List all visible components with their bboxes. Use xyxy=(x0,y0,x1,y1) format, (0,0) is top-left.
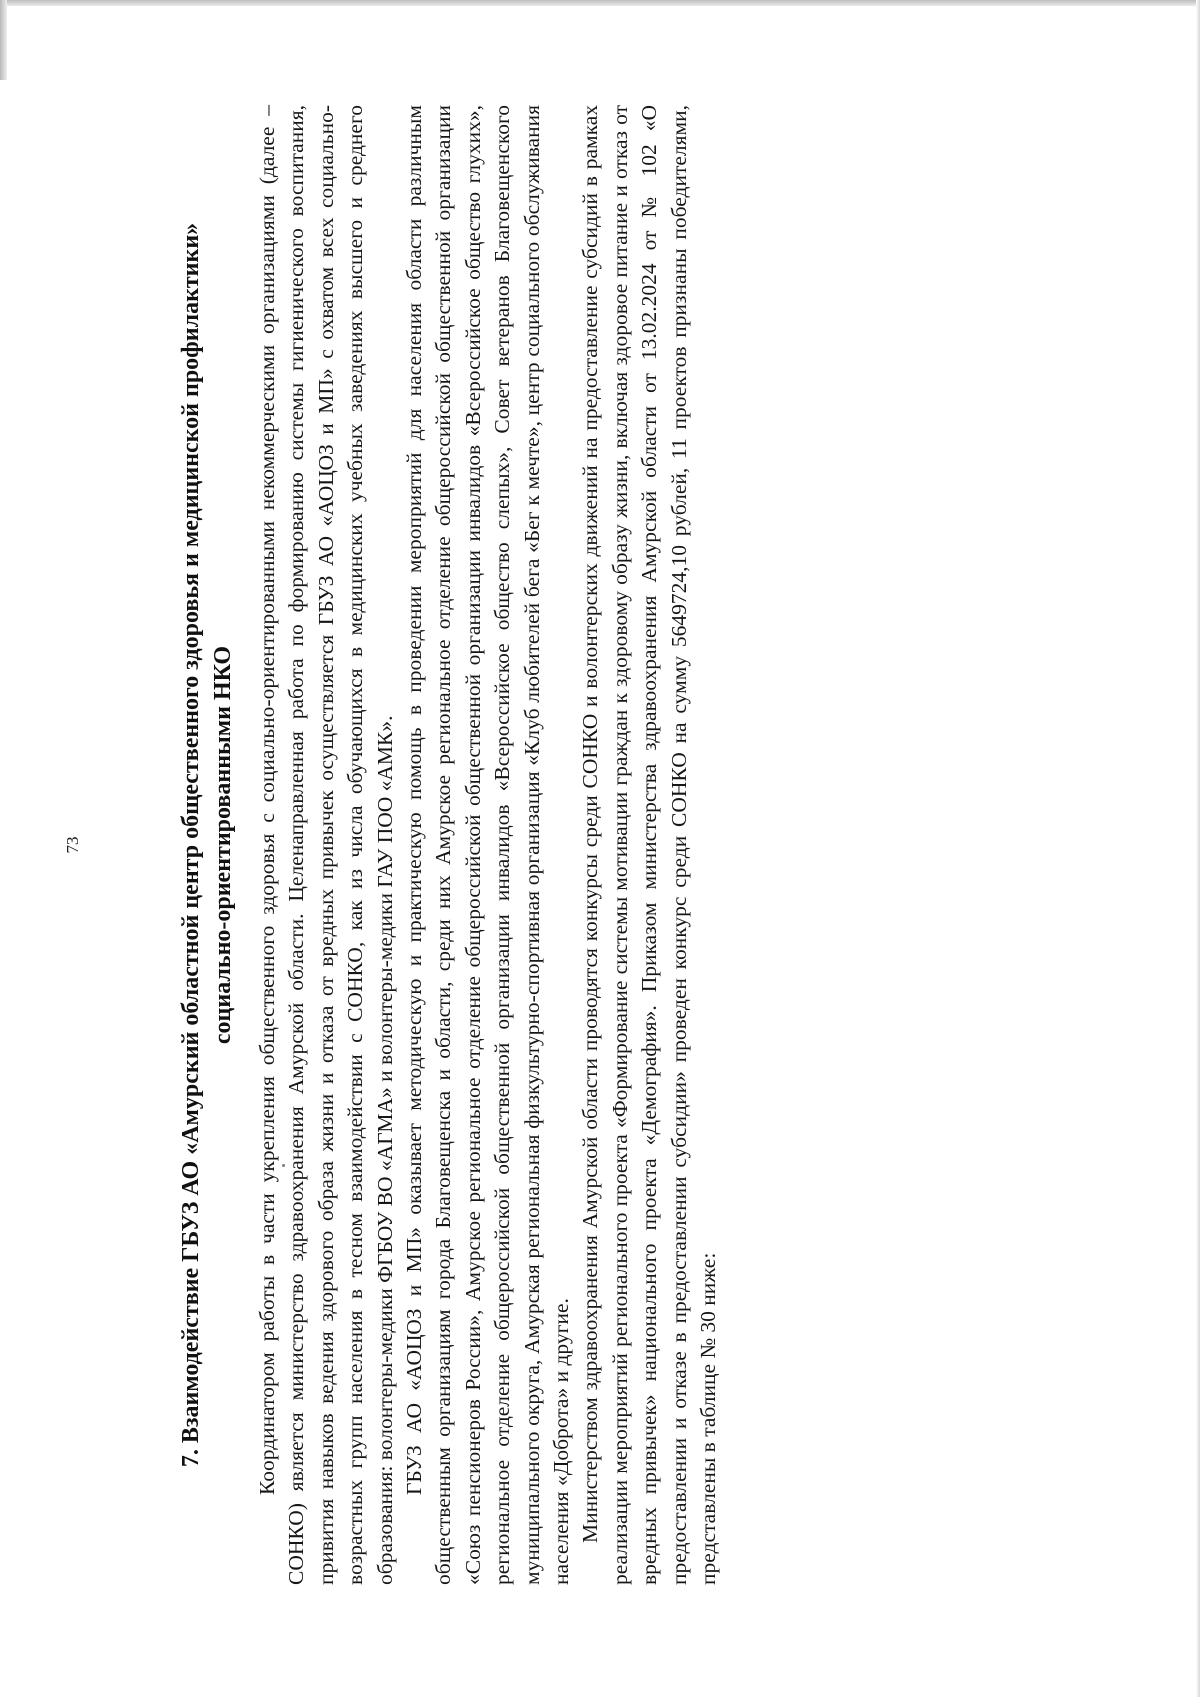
paragraph-ministry-contests: Министерством здравоохранения Амурской области проводятся конкурсы среди СОНКО и волонтерских движений на предоставление субсидий в рамках реализации мероприятий регионального проекта «Формирование системы мотивации граждан к здоровому образу жизни, включая здоровое питание и отказ от вредных привычек» национального проекта «Демография». Приказом министерства здравоохранения Амурской области от 13.02.2024 от № 102 «О предоставлении и отказе в предоставлении субсидии» проведен конкурс среди СОНКО на сумму 5649724,10 рублей, 11 проектов признаны победителями, представлены в таблице № 30 ниже: xyxy=(578,105,721,1585)
page-number: 73 xyxy=(63,836,82,854)
section-title-line1: 7. Взаимодействие ГБУЗ АО «Амурский областной центр общественного здоровья и медицинской профилактики» xyxy=(178,222,204,1468)
scan-edge-left xyxy=(0,0,7,80)
section-title xyxy=(175,105,239,1585)
scan-edge-top xyxy=(0,0,1200,6)
paragraph-assistance: ГБУЗ АО «АОЦОЗ и МП» оказывает методическую и практическую помощь в проведении мероприятий для населения области различным общественным организациям города Благовещенска и области, среди них Амурское региональное отделение общероссийской общественной организации «Союз пенсионеров России», Амурское региональное отделение общероссийской общественной организации инвалидов «Всероссийское общество глухих», региональное отделение общероссийской общественной организации инвалидов «Всероссийское общество слепых», Совет ветеранов Благовещенского муниципального округа, Амурская региональная физкультурно-спортивная организация «Клуб любителей бега «Бег к мечте», центр социального обслуживания населения «Доброта» и другие. xyxy=(402,105,574,1585)
scan-edge-right xyxy=(1196,0,1200,1697)
section-title-line2: социально-ориентированными НКО xyxy=(210,645,236,1045)
paragraph-coordinator: Координатором работы в части укрепления общественного здоровья с социально-ориентированными некоммерческими организациями (далее – СОНКО) является министерство здравоохранения Амурской области. Целенаправленная работа по формированию системы гигиенического воспитания, привития навыков ведения здорового образа жизни и отказа от вредных привычек осуществляется ГБУЗ АО «АОЦОЗ и МП» с охватом всех социально-возрастных групп населения в тесном взаимодействии с СОНКО, как из числа обучающихся в медицинских учебных заведениях высшего и среднего образования: волонтеры-медики ФГБОУ ВО «АГМА» и волонтеры-медики ГАУ ПОО «АМК». xyxy=(255,105,397,1585)
rotated-content xyxy=(63,105,1075,1585)
